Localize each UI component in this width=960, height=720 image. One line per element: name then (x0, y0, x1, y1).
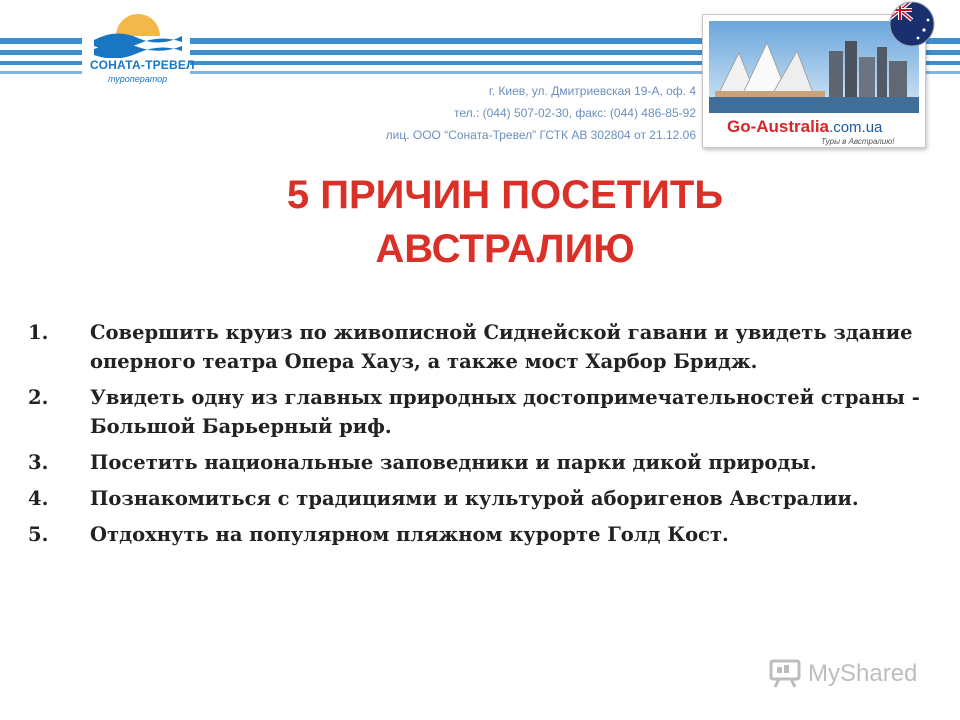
item-text: Совершить круиз по живописной Сиднейской гавани и увидеть здание оперного театра Опера Хауз, а также мост Харбор Бридж. (90, 321, 913, 373)
title-line-2: АВСТРАЛИЮ (375, 227, 635, 271)
slide-title (0, 168, 960, 276)
list-item (28, 484, 938, 513)
logo-name: СОНАТА-ТРЕВЕЛ (90, 58, 195, 72)
sonata-travel-logo (88, 12, 195, 96)
item-text: Увидеть одну из главных природных достопримечательностей страны - Большой Барьерный риф. (90, 386, 920, 438)
reasons-list (28, 318, 938, 556)
item-number: 3. (28, 451, 49, 474)
list-item (28, 383, 938, 441)
australia-flag-icon (888, 0, 936, 48)
contact-address: г. Киев, ул. Дмитриевская 19-А, оф. 4 (488, 84, 696, 98)
item-number: 5. (28, 523, 49, 546)
logo-subtitle: туроператор (108, 74, 168, 84)
item-text: Отдохнуть на популярном пляжном курорте Голд Кост. (90, 523, 729, 546)
item-text: Посетить национальные заповедники и парки дикой природы. (90, 451, 817, 474)
item-number: 2. (28, 386, 49, 409)
list-item (28, 318, 938, 376)
item-text: Познакомиться с традициями и культурой аборигенов Австралии. (90, 487, 859, 510)
contact-info (376, 80, 696, 146)
promo-brand: Go-Australia.com.ua (727, 117, 883, 136)
presentation-board-icon (768, 658, 802, 688)
list-item (28, 448, 938, 477)
myshared-watermark (768, 654, 938, 694)
promo-tagline: Туры в Австралию! (821, 137, 895, 146)
item-number: 4. (28, 487, 49, 510)
title-line-1: 5 ПРИЧИН ПОСЕТИТЬ (286, 173, 724, 217)
list-item (28, 520, 938, 549)
contact-license: лиц. ООО “Соната-Тревел” ГСТК АВ 302804 от 21.12.06 (385, 128, 696, 142)
sun-waves-icon (88, 12, 188, 58)
item-number: 1. (28, 321, 49, 344)
contact-phone: тел.: (044) 507-02-30, факс: (044) 486-85-92 (453, 106, 696, 120)
watermark-text: MyShared (808, 660, 918, 687)
